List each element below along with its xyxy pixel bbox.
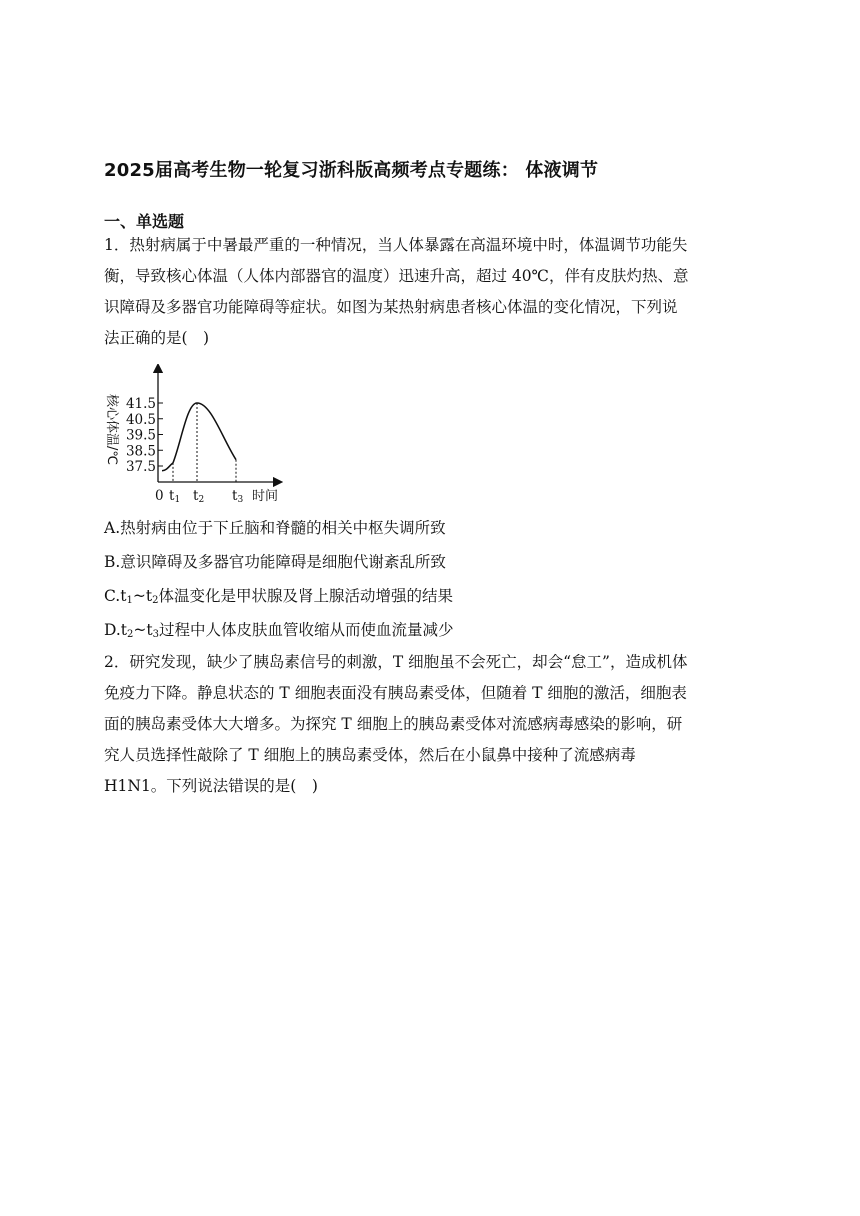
body-temperature-chart [100,364,290,508]
option-c-mid: ~t [132,587,153,605]
option-d [104,618,454,640]
option-c-text: 体温变化是甲状腺及肾上腺活动增强的结果 [158,587,453,605]
origin-label: 0 [155,488,164,504]
y-axis-title: 核心体温/℃ [104,394,119,465]
option-b: B.意识障碍及多器官功能障碍是细胞代谢紊乱所致 [104,553,446,571]
page-title: 2025届高考生物一轮复习浙科版高频考点专题练： 体液调节 [104,160,599,181]
y-tick-label: 39.5 [125,427,156,444]
question-1-line: 衡，导致核心体温（人体内部器官的温度）迅速升高，超过 40℃，伴有皮肤灼热、意 [104,267,689,285]
temperature-curve [162,403,236,471]
x-tick-label: t2 [193,488,205,505]
question-2-stem [104,647,754,802]
option-c-prefix: C.t [104,587,127,605]
y-tick-label: 41.5 [125,396,156,412]
x-tick-label: t1 [169,488,181,505]
question-1-line: 法正确的是( ) [104,329,210,347]
x-tick-label: t3 [232,488,244,505]
y-tick-label: 37.5 [125,459,156,475]
option-d-sub1: 2 [127,629,134,640]
question-2-line: 免疫力下降。静息状态的 T 细胞表面没有胰岛素受体，但随着 T 细胞的激活，细胞表 [104,684,687,702]
question-2-line: 面的胰岛素受体大大增多。为探究 T 细胞上的胰岛素受体对流感病毒感染的影响，研 [104,715,683,733]
option-c-sub2: 2 [152,595,159,606]
x-axis-title: 时间 [252,489,279,504]
question-2-line: 2．研究发现，缺少了胰岛素信号的刺激，T 细胞虽不会死亡，却会“怠工”，造成机体 [104,653,688,671]
y-tick-label: 38.5 [125,443,156,460]
question-2-line: 究人员选择性敲除了 T 细胞上的胰岛素受体，然后在小鼠鼻中接种了流感病毒 [104,746,636,764]
section-heading: 一、单选题 [104,212,185,231]
option-c [104,584,453,606]
question-1-line: 识障碍及多器官功能障碍等症状。如图为某热射病患者核心体温的变化情况，下列说 [104,298,678,316]
option-c-sub1: 1 [126,595,133,606]
option-d-text: 过程中人体皮肤血管收缩从而使血流量减少 [159,621,454,639]
question-1-stem [104,230,754,354]
y-tick-label: 40.5 [125,411,156,428]
option-a: A.热射病由位于下丘脑和脊髓的相关中枢失调所致 [104,519,446,537]
option-d-mid: ~t [133,621,153,639]
question-1-line: 1．热射病属于中暑最严重的一种情况，当人体暴露在高温环境中时，体温调节功能失 [104,236,688,254]
question-2-line: H1N1。下列说法错误的是( ) [104,777,318,795]
option-d-prefix: D.t [104,621,128,639]
option-d-sub2: 3 [152,629,159,640]
